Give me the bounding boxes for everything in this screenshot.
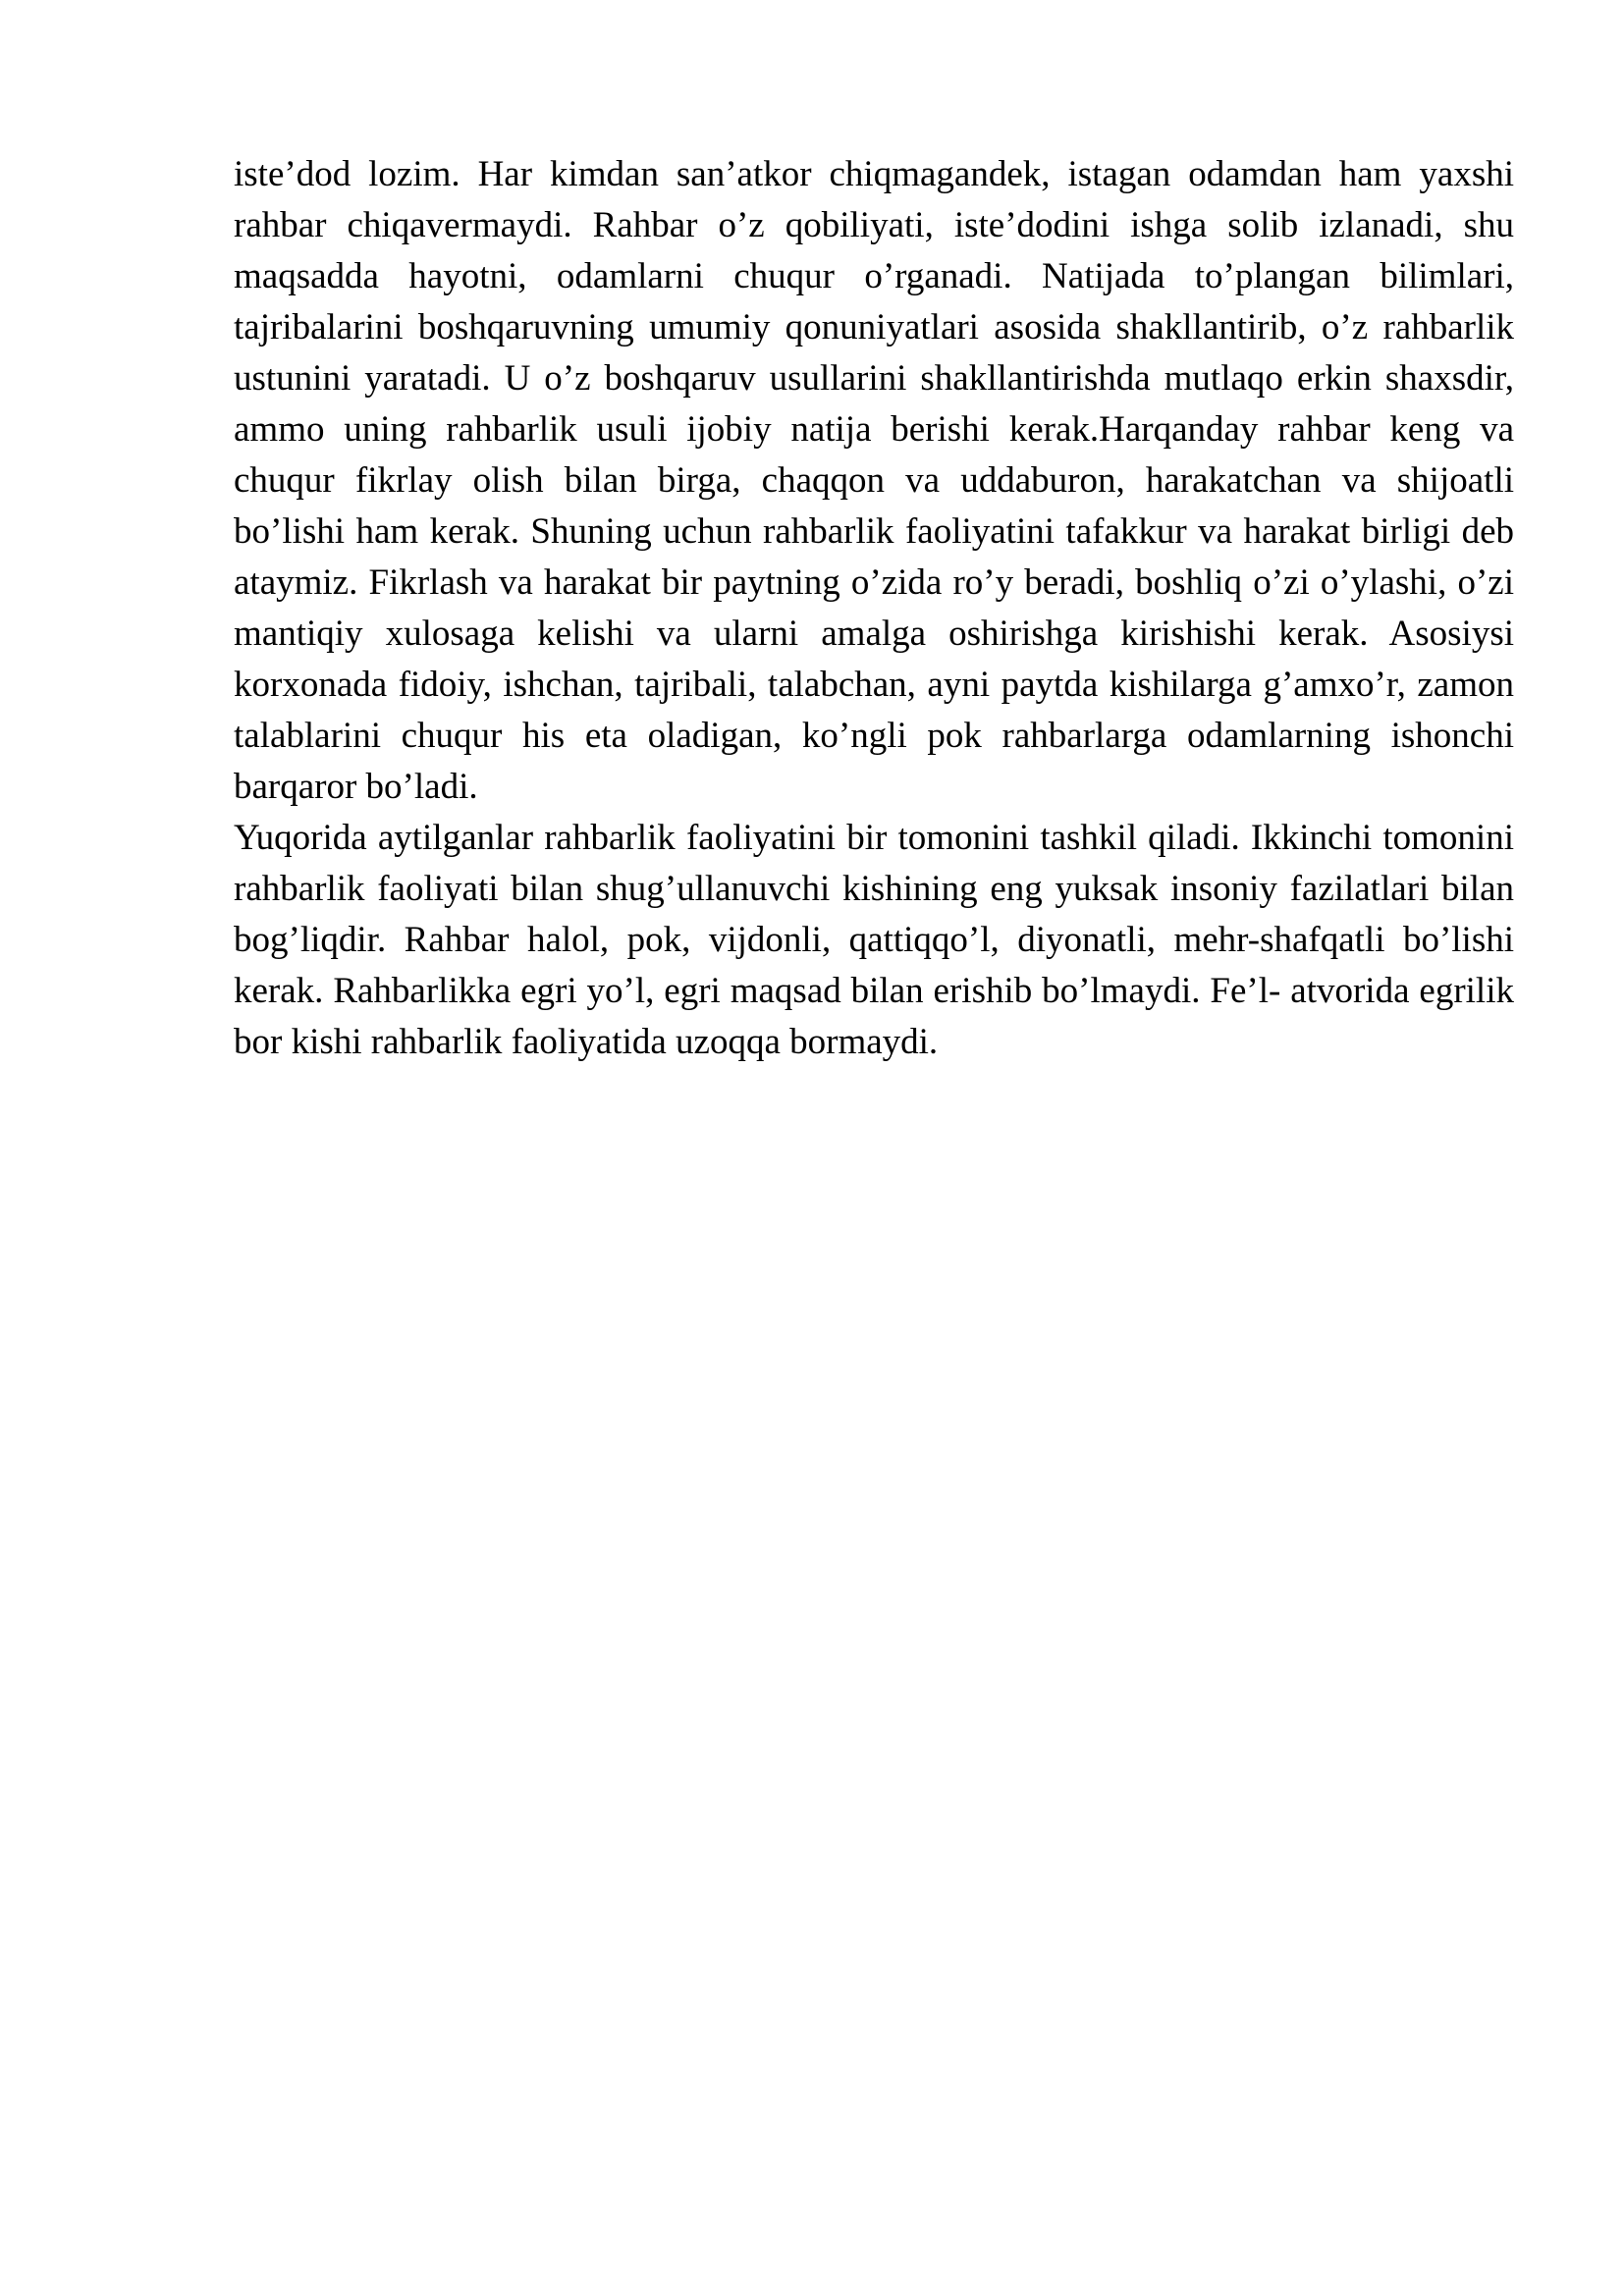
paragraph: iste’dod lozim. Har kimdan san’atkor chiqmagandek, istagan odamdan ham yaxshi rahbar chiqavermaydi. Rahbar o’z qobiliyati, iste’dodini ishga solib izlanadi, shu maqsadda hayotni, odamlarni chuqur o’rganadi. Natijada to’plangan bilimlari, tajribalarini boshqaruvning umumiy qonuniyatlari asosida shakllantirib, o’z rahbarlik ustunini yaratadi. U o’z boshqaruv usullarini shakllantirishda mutlaqo erkin shaxsdir, ammo uning rahbarlik usuli ijobiy natija berishi kerak.Harqanday rahbar keng va chuqur fikrlay olish bilan birga, chaqqon va uddaburon, harakatchan va shijoatli bo’lishi ham kerak. Shuning uchun rahbarlik faoliyatini tafakkur va harakat birligi deb ataymiz. Fikrlash va harakat bir paytning o’zida ro’y beradi, boshliq o’zi o’ylashi, o’zi mantiqiy xulosaga kelishi va ularni amalga oshirishga kirishishi kerak. Asosiysi korxonada fidoiy, ishchan, tajribali, talabchan, ayni paytda kishilarga g’amxo’r, zamon talablarini chuqur his eta oladigan, ko’ngli pok rahbarlarga odamlarning ishonchi barqaror bo’ladi. (234, 154, 1514, 807)
body-text (234, 149, 1514, 1068)
paragraph: Yuqorida aytilganlar rahbarlik faoliyatini bir tomonini tashkil qiladi. Ikkinchi tomonini rahbarlik faoliyati bilan shug’ullanuvchi kishining eng yuksak insoniy fazilatlari bilan bog’liqdir. Rahbar halol, pok, vijdonli, qattiqqo’l, diyonatli, mehr-shafqatli bo’lishi kerak. Rahbarlikka egri yo’l, egri maqsad bilan erishib bo’lmaydi. Fe’l- atvorida egrilik bor kishi rahbarlik faoliyatida uzoqqa bormaydi. (234, 818, 1514, 1062)
